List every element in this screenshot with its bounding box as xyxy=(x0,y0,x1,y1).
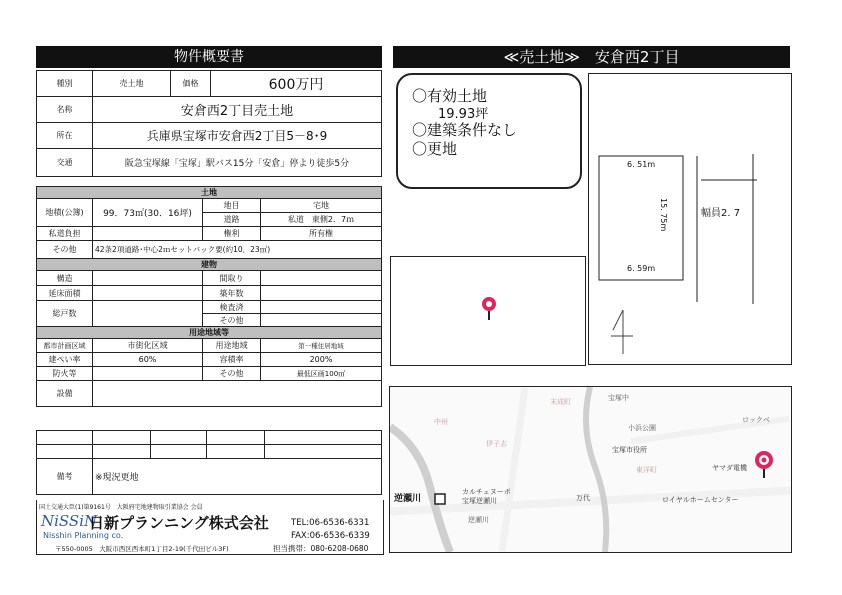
chimoku-label: 地目 xyxy=(203,199,261,213)
land-other-value: 42条2項道路･中心2ｍセットバック要(約10．23㎡) xyxy=(93,241,382,259)
remarks-label: 備考 xyxy=(37,459,93,495)
transport-label: 交通 xyxy=(37,149,93,177)
feature-3: 〇建築条件なし xyxy=(412,121,518,139)
map-label-toyocho: 東洋町 xyxy=(636,466,657,474)
north-arrow xyxy=(611,310,633,354)
land-section-header: 土地 xyxy=(37,187,382,199)
chimoku-value: 宅地 xyxy=(261,199,382,213)
price-value: 600万円 xyxy=(211,71,382,97)
coverage-label: 建ぺい率 xyxy=(37,353,93,367)
address-label: 所在 xyxy=(37,123,93,149)
plot-diagram xyxy=(589,74,791,364)
map-label-rockpe: ロックベ xyxy=(742,416,770,424)
map-label-suenari: 末成町 xyxy=(550,398,571,406)
rights-value: 所有権 xyxy=(261,227,382,241)
company-address: 〒550-0005 大阪市西区西本町1丁目2-19(千代田ビル3F) xyxy=(55,545,229,553)
age-label: 築年数 xyxy=(203,286,261,301)
company-name-en: Nisshin Planning co. xyxy=(43,531,124,540)
zoning-section-header: 用途地域等 xyxy=(37,327,382,339)
map-label-nakasu: 中州 xyxy=(434,418,448,426)
area-value: 99．73㎡(30．16坪) xyxy=(93,199,203,227)
map-label-school: 宝塚中 xyxy=(608,394,629,402)
company-contact: 担当携帯：080-6208-0680 xyxy=(273,544,369,553)
feature-4: 〇更地 xyxy=(412,140,458,158)
small-map xyxy=(390,256,586,366)
company-tel: TEL:06-6536-6331 xyxy=(291,518,370,528)
remarks-table xyxy=(36,430,382,495)
city-plan-value: 市街化区域 xyxy=(93,339,203,353)
plot-width-bottom: 6. 59m xyxy=(627,264,656,273)
zoning-other-value: 最低区画100㎡ xyxy=(261,367,382,381)
use-label: 用途地域 xyxy=(203,339,261,353)
plot-width-top: 6. 51m xyxy=(627,160,656,169)
area-map xyxy=(389,386,792,553)
feature-1: 〇有効土地 xyxy=(412,87,488,105)
map-target-pin-icon xyxy=(752,449,776,479)
name-value: 安倉西2丁目売土地 xyxy=(93,97,382,123)
map-station-icon xyxy=(434,493,446,505)
rights-label: 権利 xyxy=(203,227,261,241)
structure-value xyxy=(93,271,203,286)
spec-title-bar xyxy=(36,46,382,68)
map-label-ikoshi: 伊子志 xyxy=(486,440,507,448)
map-label-sakasegawa-station: 逆瀬川 xyxy=(394,494,422,504)
feature-2: 19.93坪 xyxy=(438,107,489,122)
plot-depth: 15. 75m xyxy=(659,198,668,232)
building-section-header: 建物 xyxy=(37,259,382,271)
summary-table xyxy=(36,70,382,177)
inspection-label: 検査済 xyxy=(203,301,261,314)
structure-label: 構造 xyxy=(37,271,93,286)
plot-boundary xyxy=(599,156,683,280)
road-value: 私道 東側2．7ｍ xyxy=(261,213,382,227)
road-width-label: 幅員2. 7 xyxy=(701,208,741,219)
area-label: 地積(公簿) xyxy=(37,199,93,227)
company-fax: FAX:06-6536-6339 xyxy=(291,531,370,541)
coverage-value: 60% xyxy=(93,353,203,367)
type-label: 種別 xyxy=(37,71,93,97)
remarks-value: ※現況更地 xyxy=(93,459,382,495)
details-table xyxy=(36,186,382,407)
fire-label: 防火等 xyxy=(37,367,93,381)
total-units-label: 総戸数 xyxy=(37,301,93,327)
map-label-quartier: カルチェヌーボ xyxy=(462,488,511,496)
address-value: 兵庫県宝塚市安倉西2丁目5－8･9 xyxy=(93,123,382,149)
use-value: 第一種住居地域 xyxy=(261,339,382,353)
license-text: 国土交通大臣(1)第9161号 大阪府宅地建物取引業協会 会員 xyxy=(39,504,203,511)
private-road-label: 私道負担 xyxy=(37,227,93,241)
map-label-sakasegawa-area: 逆瀬川 xyxy=(468,516,489,524)
features-box xyxy=(396,73,582,189)
plan-label: 間取り xyxy=(203,271,261,286)
logo-text: NiSSiN xyxy=(41,512,98,530)
floor-area-label: 延床面積 xyxy=(37,286,93,301)
map-label-mandai: 万代 xyxy=(576,494,590,502)
price-label: 価格 xyxy=(171,71,211,97)
right-title-bar xyxy=(393,46,790,68)
zoning-other-label: その他 xyxy=(203,367,261,381)
road-label: 道路 xyxy=(203,213,261,227)
city-plan-label: 都市計画区域 xyxy=(37,339,93,353)
map-label-park: 小浜公園 xyxy=(628,424,656,432)
plot-diagram-frame xyxy=(588,73,792,365)
land-other-label: その他 xyxy=(37,241,93,259)
spec-title: 物件概要書 xyxy=(174,49,244,65)
map-label-cityhall: 宝塚市役所 xyxy=(612,446,647,454)
map-label-quartier-2: 宝塚逆瀬川 xyxy=(462,497,497,505)
company-block xyxy=(36,500,384,555)
map-pin-icon xyxy=(479,295,499,321)
transport-value: 阪急宝塚線「宝塚」駅バス15分「安倉」停より徒歩5分 xyxy=(93,149,382,177)
facilities-label: 設備 xyxy=(37,381,93,407)
far-value: 200% xyxy=(261,353,382,367)
name-label: 名称 xyxy=(37,97,93,123)
far-label: 容積率 xyxy=(203,353,261,367)
map-label-royal: ロイヤルホームセンター xyxy=(662,496,739,504)
company-name: 日新プランニング株式会社 xyxy=(89,514,269,532)
type-value: 売土地 xyxy=(93,71,171,97)
right-title: ≪売土地≫ 安倉西2丁目 xyxy=(503,48,680,66)
building-other-label: その他 xyxy=(203,314,261,327)
map-label-yamada: ヤマダ電機 xyxy=(712,464,747,472)
